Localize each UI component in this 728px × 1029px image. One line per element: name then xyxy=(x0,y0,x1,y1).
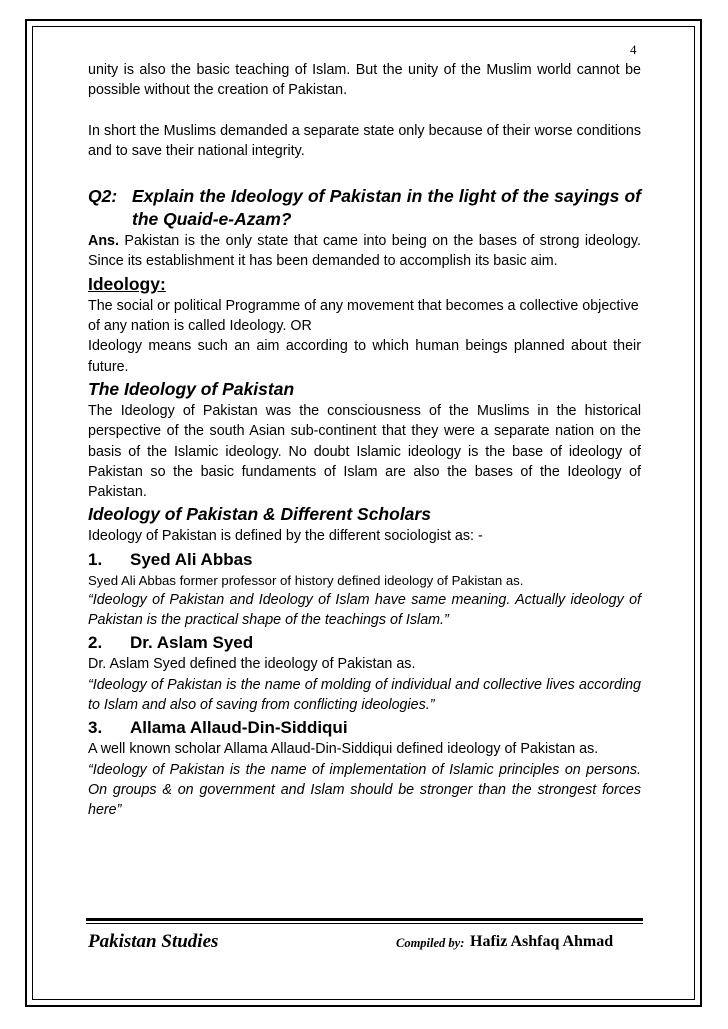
scholar-heading-3 xyxy=(88,717,641,739)
scholar-name: Allama Allaud-Din-Siddiqui xyxy=(130,718,348,738)
scholar-quote-3: “Ideology of Pakistan is the name of implementation of Islamic principles on persons. On groups & on government and Islam should be stronger than the strongest forces here” xyxy=(88,761,641,819)
page-content xyxy=(88,60,641,820)
question-number: Q2: xyxy=(88,186,118,207)
question-heading xyxy=(88,185,641,231)
scholar-description-3: A well known scholar Allama Allaud-Din-Siddiqui defined ideology of Pakistan as. xyxy=(88,741,599,758)
scholar-description-1: Syed Ali Abbas former professor of history defined ideology of Pakistan as. xyxy=(88,572,524,588)
scholar-quote-2: “Ideology of Pakistan is the name of molding of individual and collective lives according to Islam and also of saving from conflicting ideologies.” xyxy=(88,676,641,713)
scholars-intro: Ideology of Pakistan is defined by the different sociologist as: - xyxy=(88,528,483,545)
ideology-definition-2: Ideology means such an aim according to which human beings planned about their future. xyxy=(88,338,641,375)
answer-paragraph xyxy=(88,231,641,272)
footer-rule-thick xyxy=(86,918,643,921)
answer-text: Pakistan is the only state that came into being on the bases of strong ideology. Since its establishment it has been demanded to accomplish its basic aim. xyxy=(88,233,641,270)
scholar-description-2: Dr. Aslam Syed defined the ideology of Pakistan as. xyxy=(88,656,416,673)
footer-compiled-label: Compiled by: xyxy=(396,936,465,950)
scholar-heading-2 xyxy=(88,632,641,654)
ideology-pakistan-text: The Ideology of Pakistan was the consciousness of the Muslims in the historical perspective of the south Asian sub-continent that they were a separate nation on the basis of the Islamic ideology. No doubt Islamic ideology is the base of ideology of Pakistan so the basic fundaments of Islam are also the bases of the Ideology of Pakistan. xyxy=(88,402,641,501)
scholar-quote-1: “Ideology of Pakistan and Ideology of Islam have same meaning. Actually ideology of Pakistan is the practical shape of the teachings of Islam.” xyxy=(88,591,641,629)
page-number: 4 xyxy=(630,42,637,57)
ideology-heading: Ideology: xyxy=(88,273,166,294)
scholar-heading-1 xyxy=(88,549,641,571)
scholar-number: 3. xyxy=(88,718,103,738)
scholars-heading: Ideology of Pakistan & Different Scholars xyxy=(88,504,431,525)
ideology-definition-1: The social or political Programme of any movement that becomes a collective objective of any nation is called Ideology. OR xyxy=(88,297,639,335)
footer-author: Hafiz Ashfaq Ahmad xyxy=(470,933,614,950)
ideology-pakistan-heading: The Ideology of Pakistan xyxy=(88,378,295,399)
scholar-name: Dr. Aslam Syed xyxy=(130,633,254,653)
footer-rule-thin xyxy=(86,923,643,924)
answer-label: Ans. xyxy=(88,233,119,250)
intro-paragraph-2: In short the Muslims demanded a separate state only because of their worse conditions and to save their national integrity. xyxy=(88,122,641,159)
scholar-number: 1. xyxy=(88,549,103,569)
scholar-name: Syed Ali Abbas xyxy=(130,549,253,569)
footer-subject: Pakistan Studies xyxy=(88,931,219,952)
scholar-number: 2. xyxy=(88,633,103,653)
question-text: Explain the Ideology of Pakistan in the light of the sayings of the Quaid-e-Azam? xyxy=(132,186,641,230)
intro-paragraph-1: unity is also the basic teaching of Islam. But the unity of the Muslim world cannot be possible without the creation of Pakistan. xyxy=(88,62,641,99)
